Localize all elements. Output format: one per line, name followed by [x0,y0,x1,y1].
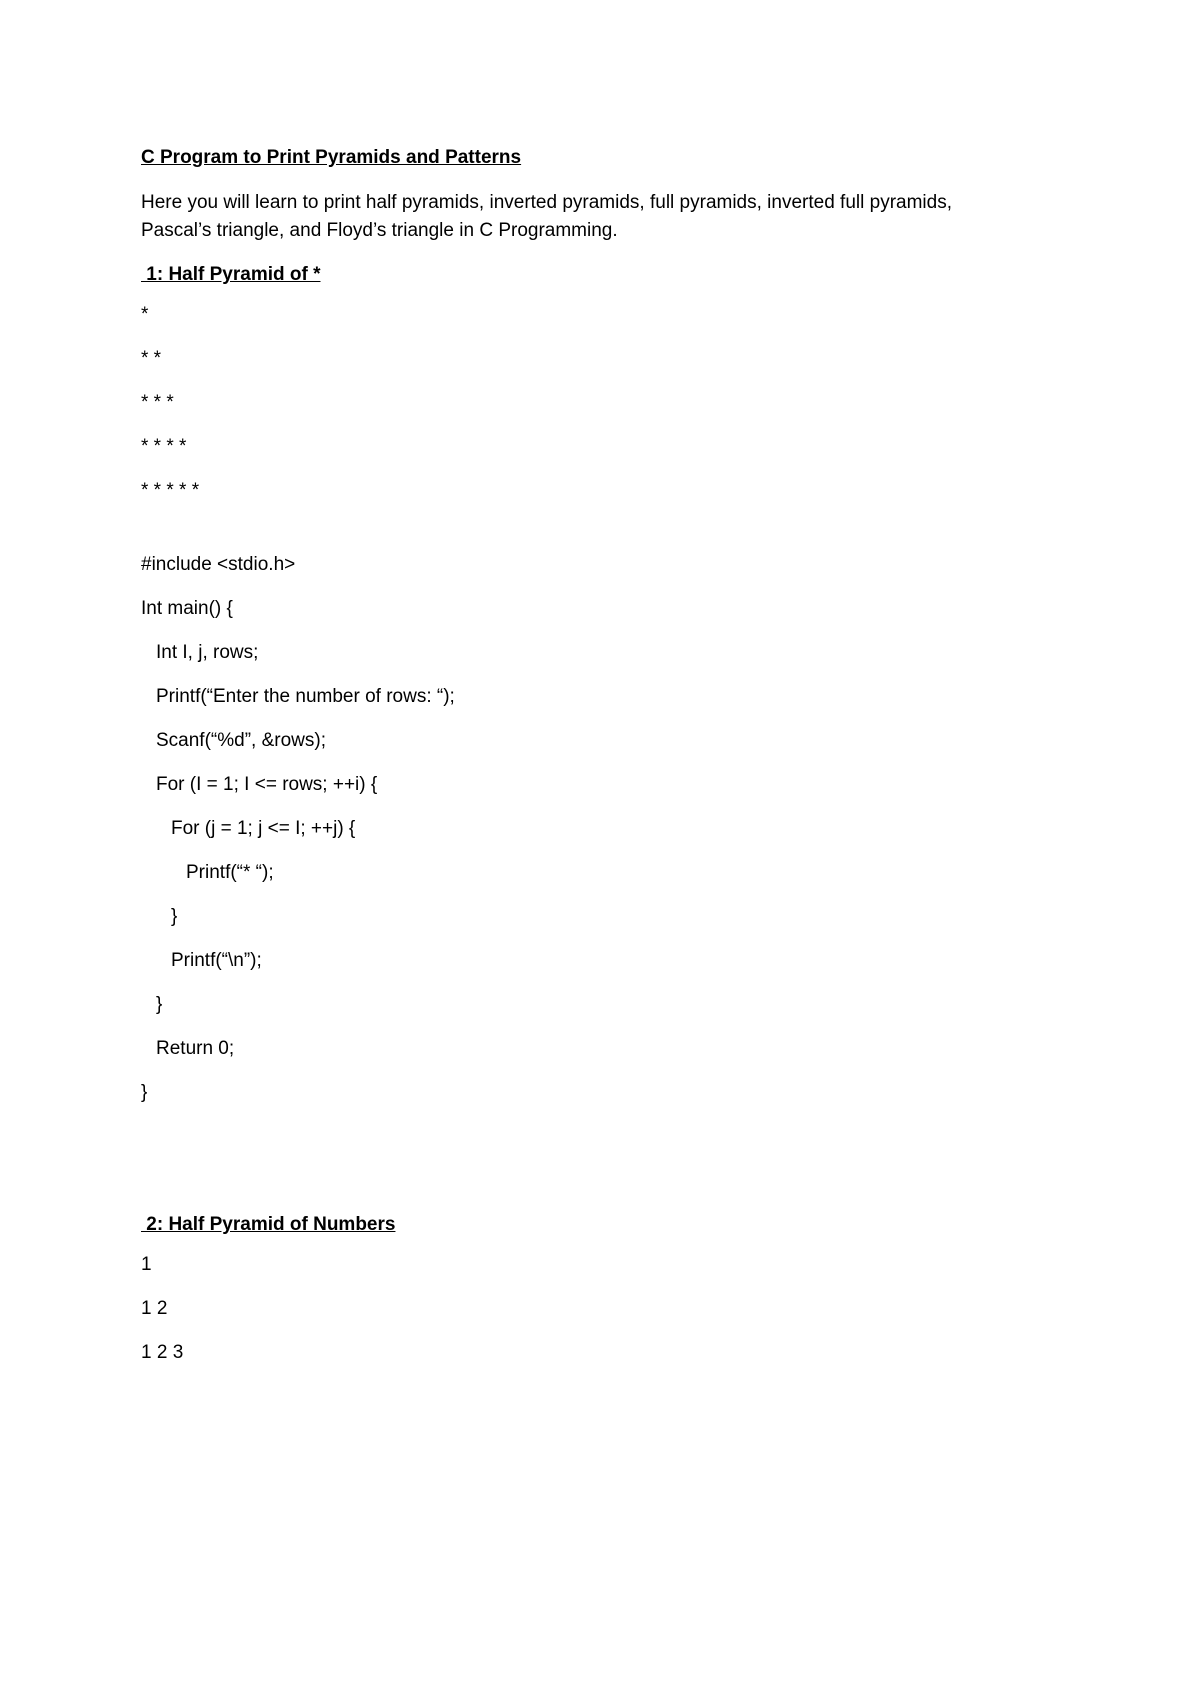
pattern-row: * * [141,348,162,369]
code-line: Printf(“\n”); [171,950,262,971]
code-line: Int I, j, rows; [156,642,259,663]
pattern-row: * * * * * [141,480,200,501]
star-pattern [141,301,1041,505]
pattern-row: 1 2 3 [141,1342,184,1363]
intro-paragraph [141,189,1041,245]
pattern-row: * [141,304,149,325]
pattern-row: 1 2 [141,1298,168,1319]
code-line: For (I = 1; I <= rows; ++i) { [156,774,378,795]
intro-line: Pascal’s triangle, and Floyd’s triangle in C Programming. [141,220,618,241]
pattern-row: * * * [141,392,174,413]
spacer [141,1123,1041,1211]
code-line: Int main() { [141,598,233,619]
code-line: Return 0; [156,1038,235,1059]
code-line: Scanf(“%d”, &rows); [156,730,326,751]
code-line: Printf(“Enter the number of rows: “); [156,686,455,707]
document-content [141,144,1041,1383]
section-heading-half-pyramid-numbers: 2: Half Pyramid of Numbers [141,1214,396,1235]
code-line: } [141,1082,148,1103]
pattern-row: * * * * [141,436,187,457]
code-block [141,551,1041,1107]
spacer [141,521,1041,551]
document-title: C Program to Print Pyramids and Patterns [141,147,522,168]
code-line: } [171,906,178,927]
code-line: Printf(“* “); [186,862,274,883]
section-heading-half-pyramid-star: 1: Half Pyramid of * [141,264,321,285]
pattern-row: 1 [141,1254,152,1275]
code-line: #include <stdio.h> [141,554,296,575]
code-line: For (j = 1; j <= I; ++j) { [171,818,356,839]
intro-line: Here you will learn to print half pyramids, inverted pyramids, full pyramids, inverted full pyramids, [141,192,952,213]
code-line: } [156,994,163,1015]
number-pattern [141,1251,1041,1367]
